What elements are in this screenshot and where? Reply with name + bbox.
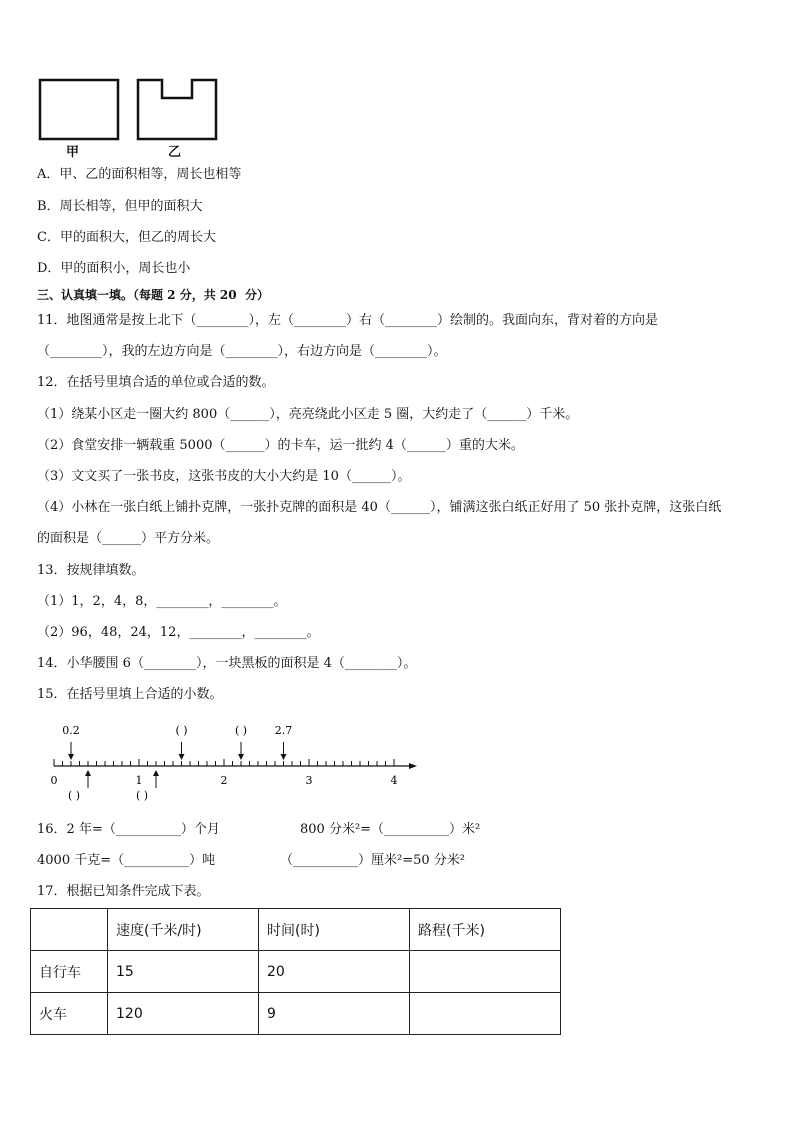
number-line-bottom-label: ( ) [135, 789, 149, 802]
down-arrow-icon [281, 754, 287, 760]
number-line-bottom-label: ( ) [67, 789, 81, 802]
q12-item2: （2）食堂安排一辆载重 5000（______）的卡车，运一批约 4（______）重的大米。 [37, 438, 524, 453]
table-cell: 火车 [31, 993, 108, 1035]
q12-item4: （4）小林在一张白纸上铺扑克牌，一张扑克牌的面积是 40（______），铺满这张白纸正好用了 50 张扑克牌，这张白纸 [37, 500, 722, 515]
table-cell: 9 [259, 993, 410, 1035]
q14: 14．小华腰围 6（________），一块黑板的面积是 4（________）。 [37, 656, 417, 671]
q12-item3: （3）文文买了一张书皮，这张书皮的大小大约是 10（______）。 [37, 469, 411, 484]
caption-yi: 乙 [168, 145, 182, 160]
section-heading: 三、认真填一填。（每题 2 分，共 20 分） [37, 288, 269, 302]
number-line-top-label: 2.7 [274, 724, 293, 737]
table-cell: 15 [108, 951, 259, 993]
number-line-top-label: 0.2 [62, 724, 80, 737]
number-line-top-label: ( ) [175, 724, 188, 737]
option-a: A．甲、乙的面积相等，周长也相等 [37, 167, 242, 182]
number-line-tick-label: 3 [305, 774, 313, 787]
q12-item1: （1）绕某小区走一圈大约 800（______），亮亮绕此小区走 5 圈，大约走了（______）千米。 [37, 407, 579, 422]
down-arrow-icon [68, 754, 74, 760]
down-arrow-icon [238, 754, 244, 760]
table-row [31, 951, 561, 993]
table-cell: 120 [108, 993, 259, 1035]
number-line-tick-label: 4 [390, 774, 398, 787]
q16-b: 800 分米²=（__________）米² [300, 822, 481, 837]
q16-c: 4000 千克=（__________）吨 [37, 853, 216, 868]
number-line-top-label: ( ) [234, 724, 248, 737]
number-line [40, 718, 440, 808]
up-arrow-icon [153, 770, 159, 776]
table-header-cell: 路程(千米) [410, 909, 561, 951]
table-row [31, 993, 561, 1035]
number-line-arrowhead [409, 763, 417, 769]
up-arrow-icon [85, 770, 91, 776]
option-d: D．甲的面积小，周长也小 [37, 261, 191, 276]
option-c: C．甲的面积大，但乙的周长大 [37, 230, 216, 245]
q13-item2: （2）96，48，24，12，________，________。 [37, 625, 320, 640]
number-line-tick-label: 0 [50, 774, 58, 787]
table-header-row [31, 909, 561, 951]
table-cell[interactable] [410, 951, 561, 993]
q16-a: 16．2 年=（__________）个月 [37, 822, 220, 837]
shape-jia [38, 78, 122, 142]
q11-line2: （________），我的左边方向是（________），右边方向是（________）。 [37, 344, 447, 359]
q13-item1: （1）1，2，4，8，________，________。 [37, 594, 287, 609]
q17-title: 17．根据已知条件完成下表。 [37, 884, 210, 899]
q11-line1: 11．地图通常是按上北下（________），左（________）右（________）绘制的。我面向东，背对着的方向是 [37, 313, 659, 328]
option-b: B．周长相等，但甲的面积大 [37, 199, 203, 214]
table-cell[interactable] [410, 993, 561, 1035]
q13-title: 13．按规律填数。 [37, 563, 145, 578]
q12-item4-cont: 的面积是（______）平方分米。 [37, 531, 220, 546]
number-line-tick-label: 1 [135, 774, 143, 787]
table-header-cell [31, 909, 108, 951]
number-line-tick-label: 2 [220, 774, 228, 787]
data-table [30, 908, 561, 1035]
shape-yi [136, 78, 220, 142]
table-cell: 自行车 [31, 951, 108, 993]
q12-title: 12．在括号里填合适的单位或合适的数。 [37, 375, 275, 390]
caption-jia: 甲 [66, 145, 80, 160]
q16-d: （__________）厘米²=50 分米² [280, 853, 465, 868]
table-cell: 20 [259, 951, 410, 993]
q15-title: 15．在括号里填上合适的小数。 [37, 687, 223, 702]
table-header-cell: 时间(时) [259, 909, 410, 951]
down-arrow-icon [179, 754, 185, 760]
table-header-cell: 速度(千米/时) [108, 909, 259, 951]
